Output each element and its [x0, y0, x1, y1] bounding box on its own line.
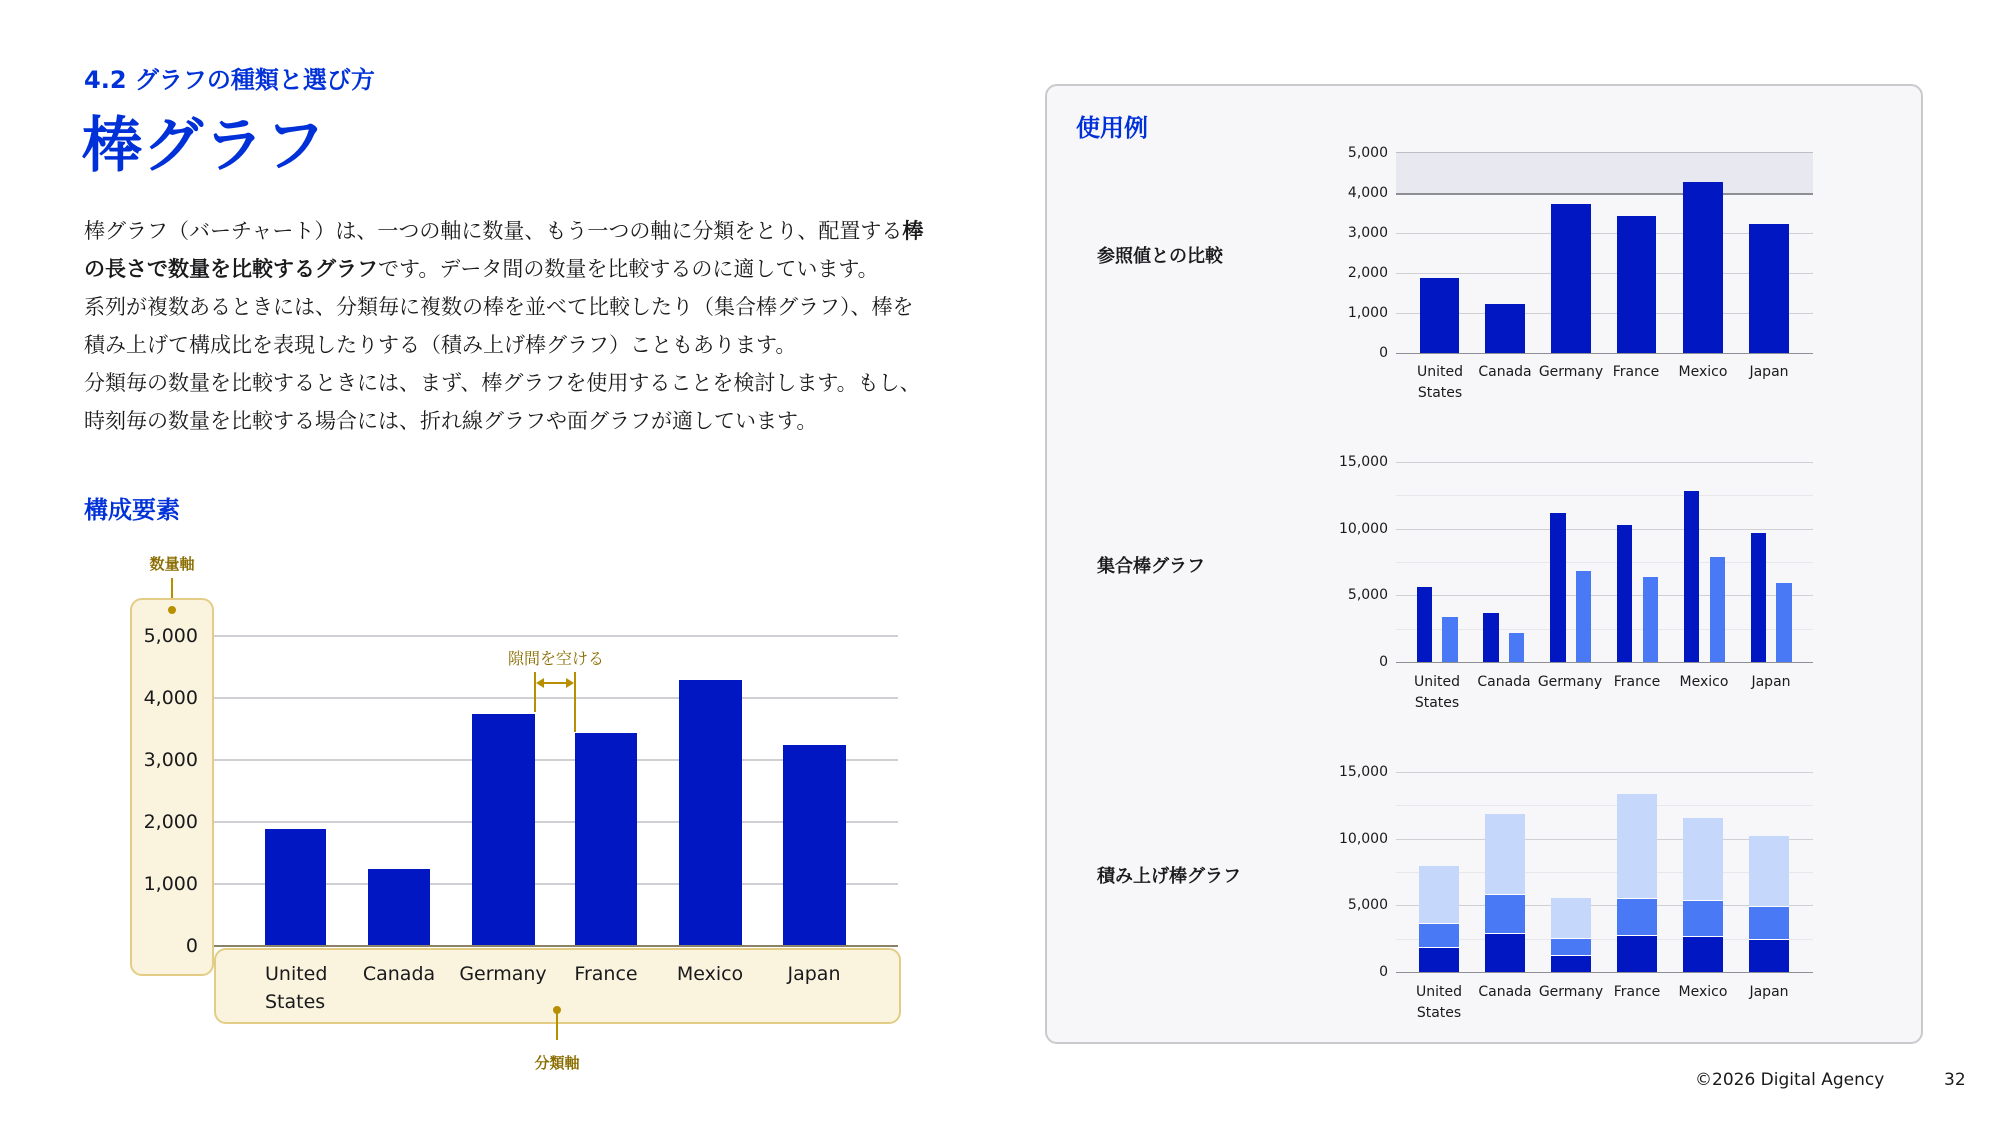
y-tick: 15,000: [1339, 764, 1388, 780]
copyright: ©2026 Digital Agency: [1695, 1070, 1885, 1090]
y-tick: 3,000: [143, 749, 198, 771]
x-label: Japan: [1749, 984, 1789, 1000]
x-label: France: [1612, 364, 1660, 380]
x-label: France: [1613, 674, 1661, 690]
body-line-6: 時刻毎の数量を比較する場合には、折れ線グラフや面グラフが適しています。: [84, 409, 818, 433]
x-label: Mexico: [1679, 674, 1729, 690]
y-tick: 0: [1379, 964, 1388, 980]
y-tick: 1,000: [143, 873, 198, 895]
x-label: Japan: [787, 963, 841, 985]
reference-chart-label: 参照値との比較: [1097, 246, 1223, 267]
value-axis-label: 数量軸: [149, 555, 195, 573]
bar-mexico: [679, 680, 742, 946]
y-tick: 4,000: [143, 687, 198, 709]
bar-japan: [783, 745, 846, 946]
anatomy-heading: 構成要素: [84, 496, 180, 524]
y-tick: 10,000: [1339, 521, 1388, 537]
y-tick: 0: [185, 935, 198, 957]
body-line-2-bold: の長さで数量を比較するグラフ: [84, 257, 378, 281]
x-label: United States: [265, 963, 328, 1013]
grouped-chart-label: 集合棒グラフ: [1097, 556, 1205, 577]
body-line-2: です。データ間の数量を比較するのに適しています。: [378, 257, 879, 281]
value-axis-highlight: [130, 598, 214, 976]
x-label: Japan: [1751, 674, 1791, 690]
gap-arrow-left-head: [536, 678, 544, 688]
x-label: Mexico: [1678, 364, 1728, 380]
x-label: France: [574, 963, 638, 985]
x-label: Germany: [1538, 364, 1604, 380]
category-axis-label: 分類軸: [534, 1054, 580, 1072]
x-label: United States: [1414, 674, 1460, 711]
y-tick: 2,000: [1347, 265, 1388, 281]
body-line-3: 系列が複数あるときには、分類毎に複数の棒を並べて比較したり（集合棒グラフ）、棒を: [84, 295, 914, 319]
x-label: Germany: [459, 963, 547, 985]
y-tick: 2,000: [143, 811, 198, 833]
gap-label: 隙間を空ける: [507, 649, 604, 668]
y-tick: 5,000: [1347, 897, 1388, 913]
gridline-5000: [214, 635, 898, 637]
y-tick: 3,000: [1347, 225, 1388, 241]
body-line-1-bold: 棒: [902, 219, 924, 243]
bar-canada: [368, 869, 430, 946]
x-label: United States: [1416, 984, 1462, 1021]
bar-germany: [472, 714, 535, 946]
body-line-5: 分類毎の数量を比較するときには、まず、棒グラフを使用することを検討します。もし、: [84, 371, 921, 395]
x-label: Mexico: [1678, 984, 1728, 1000]
y-tick: 5,000: [1347, 145, 1388, 161]
section-label: 4.2 グラフの種類と選び方: [84, 66, 375, 94]
x-label: Germany: [1537, 674, 1603, 690]
gap-arrow-right-head: [566, 678, 574, 688]
y-tick: 1,000: [1347, 305, 1388, 321]
examples-heading: 使用例: [1076, 114, 1148, 142]
category-axis-leader: [556, 1012, 558, 1040]
page-number: 32: [1944, 1070, 1966, 1090]
x-label: Canada: [1478, 364, 1532, 380]
x-label: Germany: [1538, 984, 1604, 1000]
x-label: Canada: [1478, 984, 1532, 1000]
y-tick: 15,000: [1339, 454, 1388, 470]
y-tick: 5,000: [1347, 587, 1388, 603]
y-tick: 10,000: [1339, 831, 1388, 847]
gridline-4000: [214, 697, 898, 699]
x-label: France: [1613, 984, 1661, 1000]
value-axis-dot: [168, 606, 176, 614]
y-tick: 5,000: [143, 625, 198, 647]
gap-marker-right: [574, 672, 576, 732]
body-line-4: 積み上げて構成比を表現したりする（積み上げ棒グラフ）こともあります。: [84, 333, 797, 357]
x-label: Mexico: [676, 963, 744, 985]
y-tick: 0: [1379, 654, 1388, 670]
x-label: Canada: [1477, 674, 1531, 690]
page-title: 棒グラフ: [82, 111, 326, 181]
y-tick: 4,000: [1347, 185, 1388, 201]
x-label: Canada: [362, 963, 436, 985]
baseline: [214, 945, 898, 947]
x-label: United States: [1417, 364, 1463, 401]
bar-united-states: [265, 829, 326, 946]
body-line-1: 棒グラフ（バーチャート）は、一つの軸に数量、もう一つの軸に分類をとり、配置する: [84, 219, 903, 243]
stacked-chart-label: 積み上げ棒グラフ: [1097, 866, 1241, 887]
y-tick: 0: [1379, 345, 1388, 361]
bar-france: [575, 733, 637, 946]
x-label: Japan: [1749, 364, 1789, 380]
